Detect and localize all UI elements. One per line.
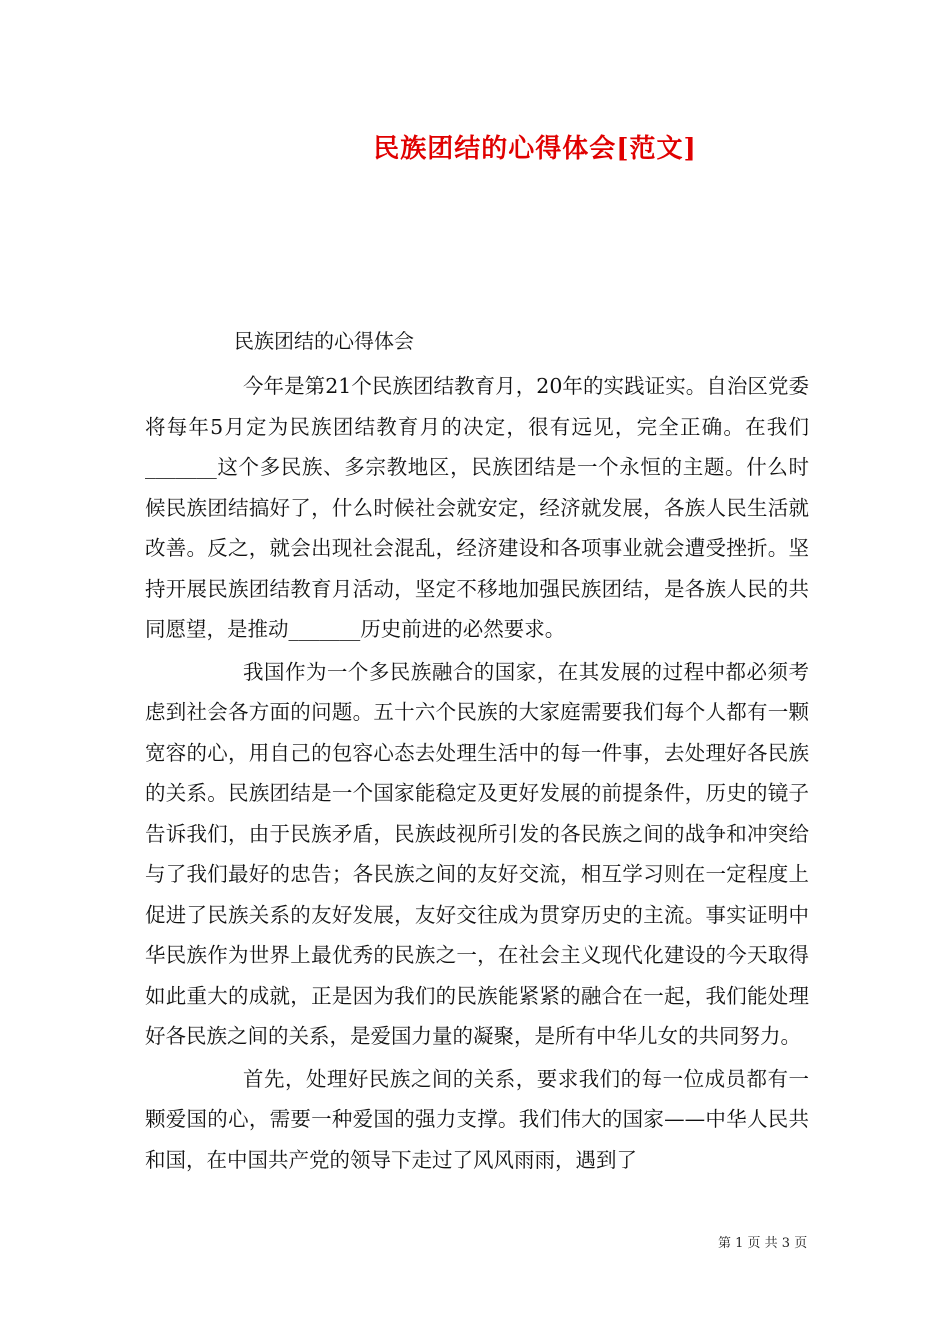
page-number-footer: 第 1 页 共 3 页 [718,1236,808,1251]
paragraph: 首先，处理好民族之间的关系，要求我们的每一位成员都有一颗爱国的心，需要一种爱国的强力支撑。我们伟大的国家——中华人民共和国，在中国共产党的领导下走过了风风雨雨，遇到了 [145,1066,809,1172]
document-subtitle: 民族团结的心得体会 [234,329,414,353]
paragraph: 今年是第21个民族团结教育月，20年的实践证实。自治区党委将每年5月定为民族团结教育月的决定，很有远见，完全正确。在我们_______这个多民族、多宗教地区，民族团结是一个永恒的主题。什么时候民族团结搞好了，什么时候社会就安定，经济就发展，各族人民生活就改善。反之，就会出现社会混乱，经济建设和各项事业就会遭受挫折。坚持开展民族团结教育月活动，坚定不移地加强民族团结，是各族人民的共同愿望，是推动_______历史前进的必然要求。 [145,374,809,641]
paragraph: 我国作为一个多民族融合的国家，在其发展的过程中都必须考虑到社会各方面的问题。五十六个民族的大家庭需要我们每个人都有一颗宽容的心，用自己的包容心态去处理生活中的每一件事，去处理好各民族的关系。民族团结是一个国家能稳定及更好发展的前提条件，历史的镜子告诉我们，由于民族矛盾，民族歧视所引发的各民族之间的战争和冲突给与了我们最好的忠告；各民族之间的友好交流，相互学习则在一定程度上促进了民族关系的友好发展，友好交往成为贯穿历史的主流。事实证明中华民族作为世界上最优秀的民族之一，在社会主义现代化建设的今天取得如此重大的成就，正是因为我们的民族能紧紧的融合在一起，我们能处理好各民族之间的关系，是爱国力量的凝聚，是所有中华儿女的共同努力。 [145,659,809,1048]
document-title: 民族团结的心得体会[范文] [373,134,697,164]
document-body [145,366,809,1182]
